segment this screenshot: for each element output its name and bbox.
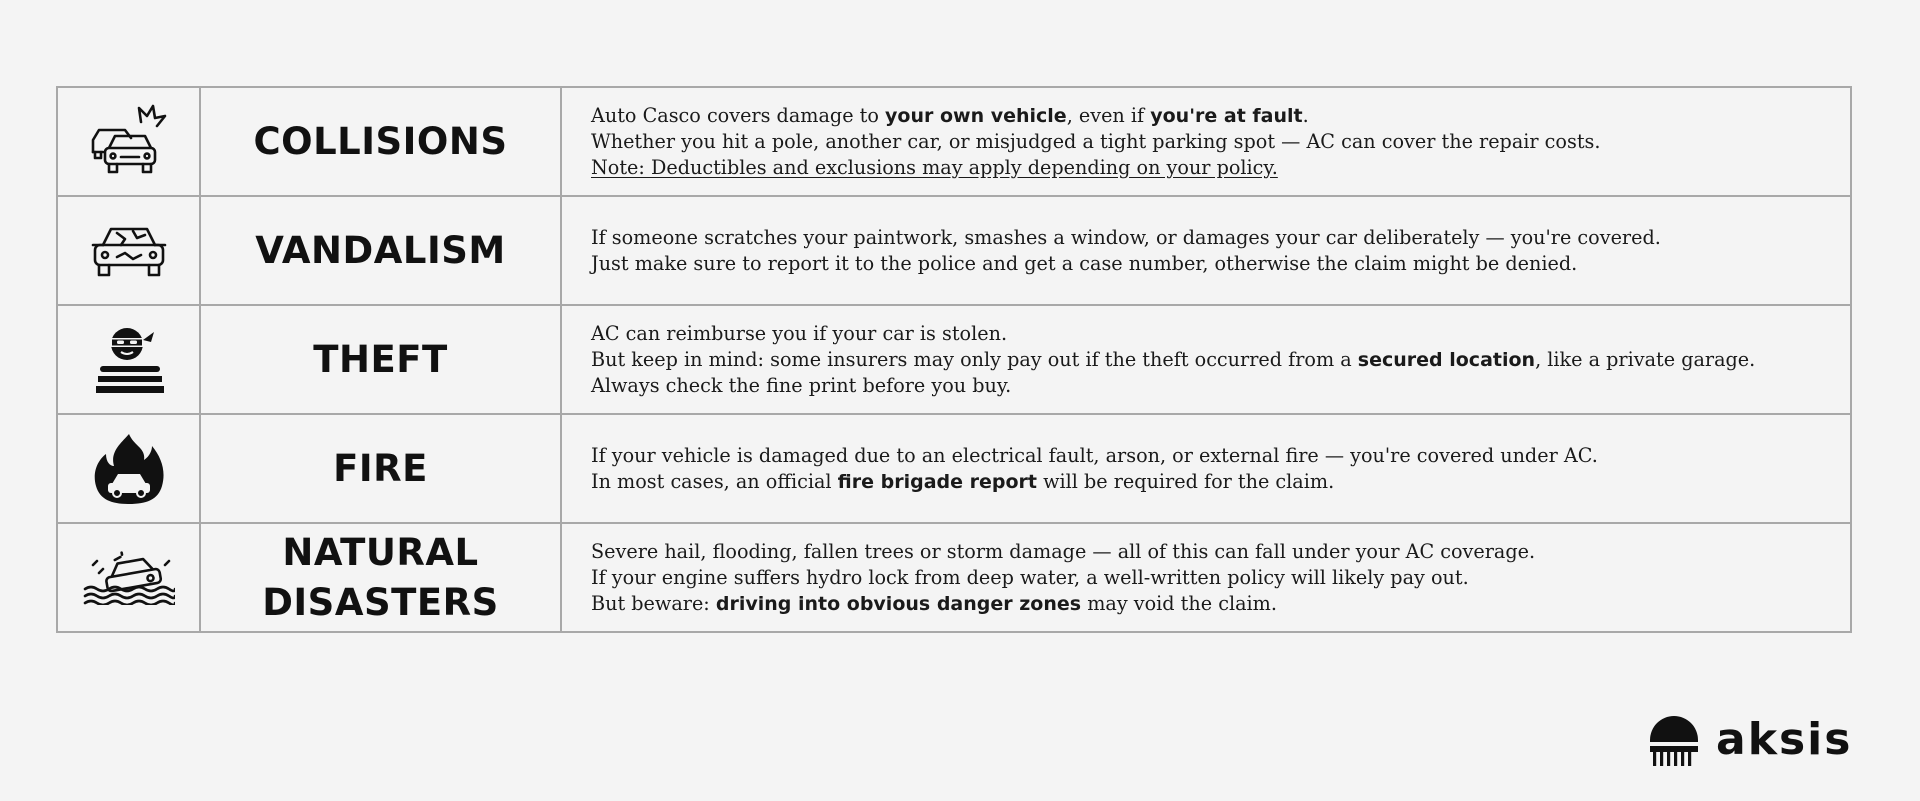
coverage-row-vandalism bbox=[57, 196, 1851, 305]
policy-note: Note: Deductibles and exclusions may apply depending on your policy. bbox=[591, 155, 1278, 179]
coverage-row-natural-disasters bbox=[57, 523, 1851, 632]
row-title-line-1: NATURAL bbox=[282, 530, 479, 574]
row-description: If your vehicle is damaged due to an electrical fault, arson, or external fire — you're covered under AC. In most cases, an official fire brigade report will be required for the claim. bbox=[561, 414, 1851, 523]
car-collision-icon bbox=[87, 104, 171, 180]
row-description: If someone scratches your paintwork, smashes a window, or damages your car deliberately — you're covered. Just make sure to report it to the police and get a case number, otherwise the claim might be denied. bbox=[561, 196, 1851, 305]
car-fire-icon bbox=[90, 432, 168, 506]
row-title: FIRE bbox=[333, 446, 428, 490]
logo-text: aksis bbox=[1716, 714, 1853, 765]
row-title-line-2: DISASTERS bbox=[262, 580, 499, 624]
coverage-row-collisions bbox=[57, 87, 1851, 196]
row-description: Severe hail, flooding, fallen trees or storm damage — all of this can fall under your AC coverage. If your engine suffers hydro lock from deep water, a well-written policy will likely pay out. But beware: driving into obvious danger zones may void the claim. bbox=[561, 523, 1851, 632]
brand-logo bbox=[1648, 712, 1852, 768]
row-title: THEFT bbox=[313, 337, 448, 381]
row-description: Auto Casco covers damage to your own vehicle, even if you're at fault. Whether you hit a pole, another car, or misjudged a tight parking spot — AC can cover the repair costs. Note: Deductibles and exclusions may apply depending on your policy. bbox=[561, 87, 1851, 196]
thief-icon bbox=[94, 324, 164, 396]
damaged-car-icon bbox=[89, 223, 169, 279]
row-title: VANDALISM bbox=[255, 228, 506, 272]
coverage-row-fire bbox=[57, 414, 1851, 523]
aksis-logo-icon bbox=[1648, 712, 1700, 768]
coverage-row-theft bbox=[57, 305, 1851, 414]
row-title: COLLISIONS bbox=[253, 119, 508, 163]
car-flood-icon bbox=[83, 551, 175, 605]
row-description: AC can reimburse you if your car is stolen. But keep in mind: some insurers may only pay out if the theft occurred from a secured location, like a private garage. Always check the fine print before you buy. bbox=[561, 305, 1851, 414]
coverage-table bbox=[56, 86, 1852, 633]
